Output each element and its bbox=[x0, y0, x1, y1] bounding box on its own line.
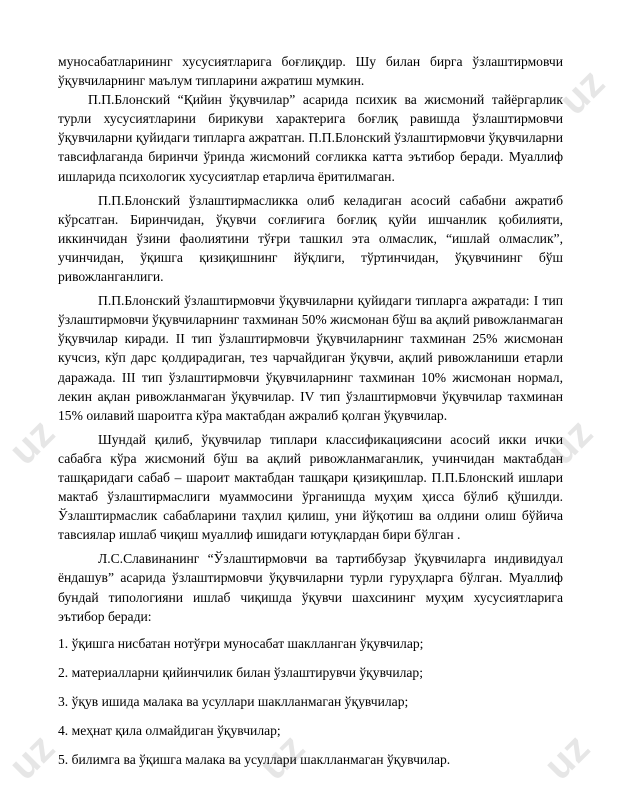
paragraph: Л.С.Славинанинг “Ўзлаштирмовчи ва тартиббузар ўқувчиларга индивидуал ёндашув” асарида ўзлаштирмовчи ўқувчиларни турли гуруҳларга бўлган. Муаллиф бундай типологияни ишлаб чиқишда ўқувчи шахсининг муҳим хусусиятларига эътибор беради: bbox=[58, 551, 563, 624]
document-page bbox=[58, 52, 563, 769]
list-item: 5. билимга ва ўқишга малака ва усуллари шаклланмаган ўқувчилар. bbox=[58, 751, 451, 767]
list-item: 4. меҳнат қила олмайдиган ўқувчилар; bbox=[58, 722, 281, 738]
watermark: uz bbox=[550, 60, 614, 124]
paragraph: П.П.Блонский “Қийин ўқувчилар” асарида психик ва жисмоний тайёргарлик турли хусусиятларини бирикуви характерига боғлиқ равишда ўзлаштирмовчи ўқувчиларни қуйидаги типларга ажратган. П.П.Блонский ўзлаштирмовчи ўқувчиларни тавсифлаганда биринчи ўринда жисмоний соғликка катта эътибор беради. Муаллиф ишларида психологик хусусиятлар етарлича ёритилмаган. bbox=[58, 92, 563, 184]
watermark: uz bbox=[538, 410, 602, 474]
list-item: 3. ўқув ишида малака ва усуллари шаклланмаган ўқувчилар; bbox=[58, 693, 409, 709]
watermark: uz bbox=[0, 725, 64, 789]
watermark: uz bbox=[0, 410, 64, 474]
watermark: uz bbox=[250, 725, 314, 789]
paragraph: П.П.Блонский ўзлаштирмовчи ўқувчиларни қуйидаги типларга ажратади: I тип ўзлаштирмовчи ўқувчиларнинг тахминан 50% жисмонан бўш ва ақлий ривожланмаган ўқувчилар киради. II тип ўзлаштирмовчи ўқувчиларнинг тахминан 25% жисмонан кучсиз, кўп дарс қолдирадиган, тез чарчайдиган ўқувчи, ақлий ривожланиши етарли даражада. III тип ўзлаштирмовчи ўқувчиларнинг тахминан 10% жисмонан нормал, лекин ақлан ривожланмаган ўқувчилар. IV тип ўзлаштирмовчи ўқувчилар тахминан 15% оилавий шароитга кўра мактабдан ажралиб қолган ўқувчилар. bbox=[58, 293, 563, 423]
paragraph: Шундай қилиб, ўқувчилар типлари классификациясини асосий икки ички сабабга кўра жисмоний бўш ва ақлий ривожланмаганлик, учинчидан мактабдан ташқаридаги сабаб – шароит мактабдан ташқари қизиқишлар. П.П.Блонский ишлари мактаб ўзлаштирмаслиги муаммосини ўрганишда муҳим ҳисса бўлиб қўшилди. Ўзлаштирмаслик сабабларини таҳлил қилиш, уни йўқотиш ва олдини олиш бўйича тавсиялар ишлаб чиқиш муаллиф ишидаги ютуқлардан бири бўлган . bbox=[58, 431, 563, 543]
list-item: 1. ўқишга нисбатан нотўғри муносабат шаклланган ўқувчилар; bbox=[58, 635, 424, 651]
numbered-list bbox=[58, 634, 563, 769]
watermark: uz bbox=[535, 725, 599, 789]
paragraph: П.П.Блонский ўзлаштирмасликка олиб келадиган асосий сабабни ажратиб кўрсатган. Биринчидан, ўқувчи соғлиғига боғлиқ қуйи ишчанлик қобилияти, иккинчидан ўзини фаолиятини тўғри ташкил эта олмаслик, “ишлай олмаслик”, учинчидан, ўқишга қизиқишнинг йўқлиги, тўртинчидан, ўқувчининг бўш ривожланганлиги. bbox=[58, 192, 563, 285]
paragraph: муносабатларининг хусусиятларига боғлиқдир. Шу билан бирга ўзлаштирмовчи ўқувчиларнинг маълум типларини ажратиш мумкин. bbox=[58, 54, 563, 89]
list-item: 2. материалларни қийинчилик билан ўзлаштирувчи ўқувчилар; bbox=[58, 664, 423, 680]
